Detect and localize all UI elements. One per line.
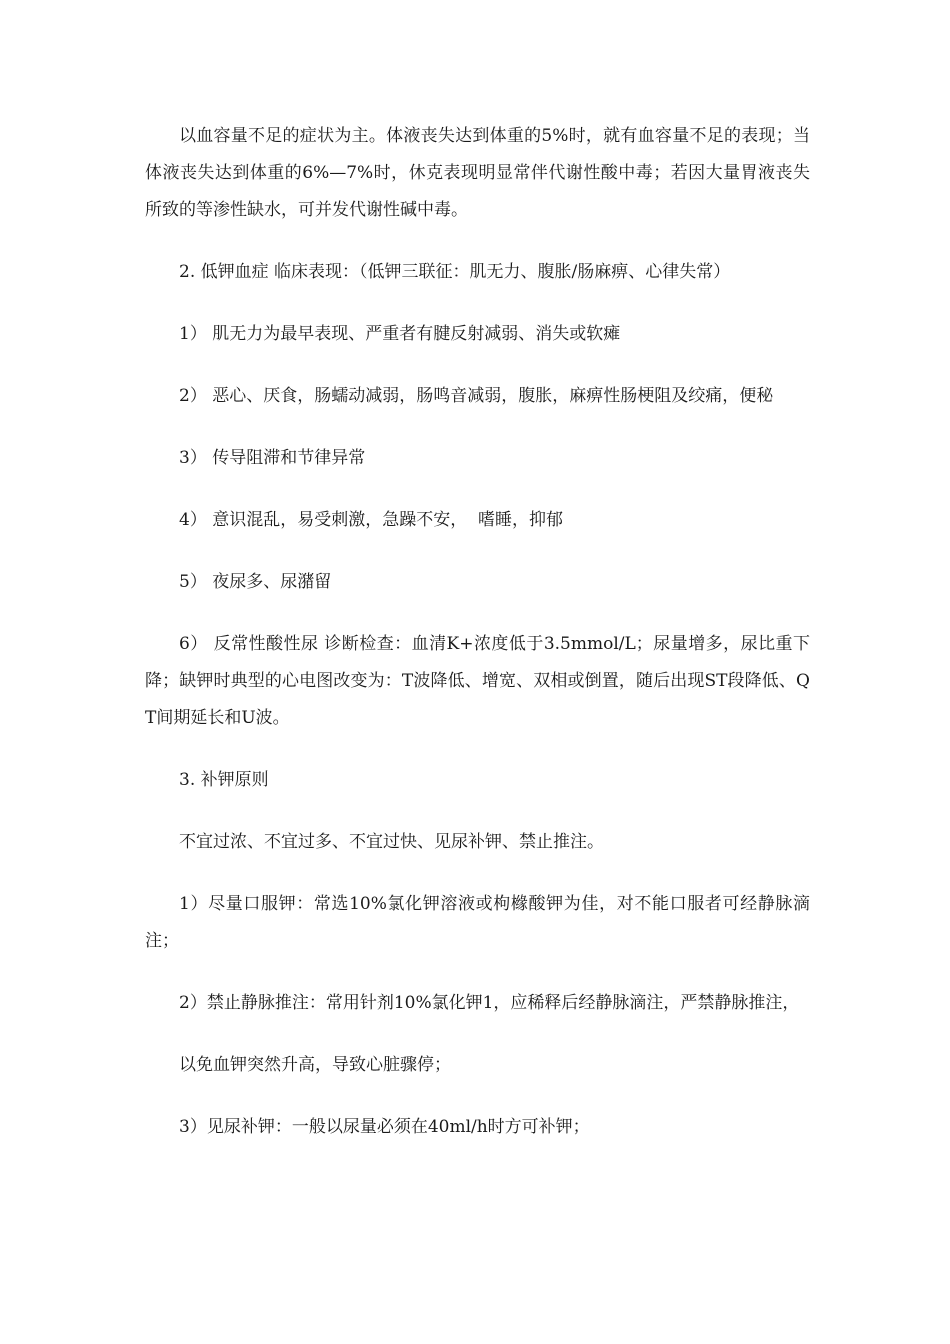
paragraph-2: 2. 低钾血症 临床表现：（低钾三联征：肌无力、腹胀/肠麻痹、心律失常） (179, 262, 731, 282)
paragraph-14: 3）见尿补钾：一般以尿量必须在40ml/h时方可补钾； (179, 1117, 590, 1137)
paragraph-9: 3. 补钾原则 (179, 770, 269, 790)
paragraph-4: 2） 恶心、厌食，肠蠕动减弱，肠鸣音减弱，腹胀，麻痹性肠梗阻及绞痛，便秘 (179, 386, 774, 406)
paragraph-3: 1） 肌无力为最早表现、严重者有腱反射减弱、消失或软瘫 (179, 324, 621, 344)
paragraph-11: 1）尽量口服钾：常选10%氯化钾溶液或枸橼酸钾为佳，对不能口服者可经静脉滴注； (145, 894, 810, 951)
paragraph-8: 6） 反常性酸性尿 诊断检查：血清K+浓度低于3.5mmol/L；尿量增多，尿比重下降；缺钾时典型的心电图改变为：T波降低、增宽、双相或倒置，随后出现ST段降低、QT间期延长和U波。 (145, 634, 810, 728)
paragraph-1: 以血容量不足的症状为主。体液丧失达到体重的5%时，就有血容量不足的表现；当体液丧失达到体重的6%—7%时，休克表现明显常伴代谢性酸中毒；若因大量胃液丧失所致的等渗性缺水，可并发代谢性碱中毒。 (145, 126, 810, 220)
document-body (145, 118, 810, 1171)
paragraph-7: 5） 夜尿多、尿潴留 (179, 572, 332, 592)
paragraph-13: 以免血钾突然升高，导致心脏骤停； (179, 1055, 451, 1075)
paragraph-10: 不宜过浓、不宜过多、不宜过快、见尿补钾、禁止推注。 (179, 832, 604, 852)
paragraph-5: 3） 传导阻滞和节律异常 (179, 448, 366, 468)
paragraph-12: 2）禁止静脉推注：常用针剂10%氯化钾1，应稀释后经静脉滴注，严禁静脉推注， (179, 993, 800, 1013)
paragraph-6: 4） 意识混乱，易受刺激，急躁不安， 嗜睡，抑郁 (179, 510, 564, 530)
